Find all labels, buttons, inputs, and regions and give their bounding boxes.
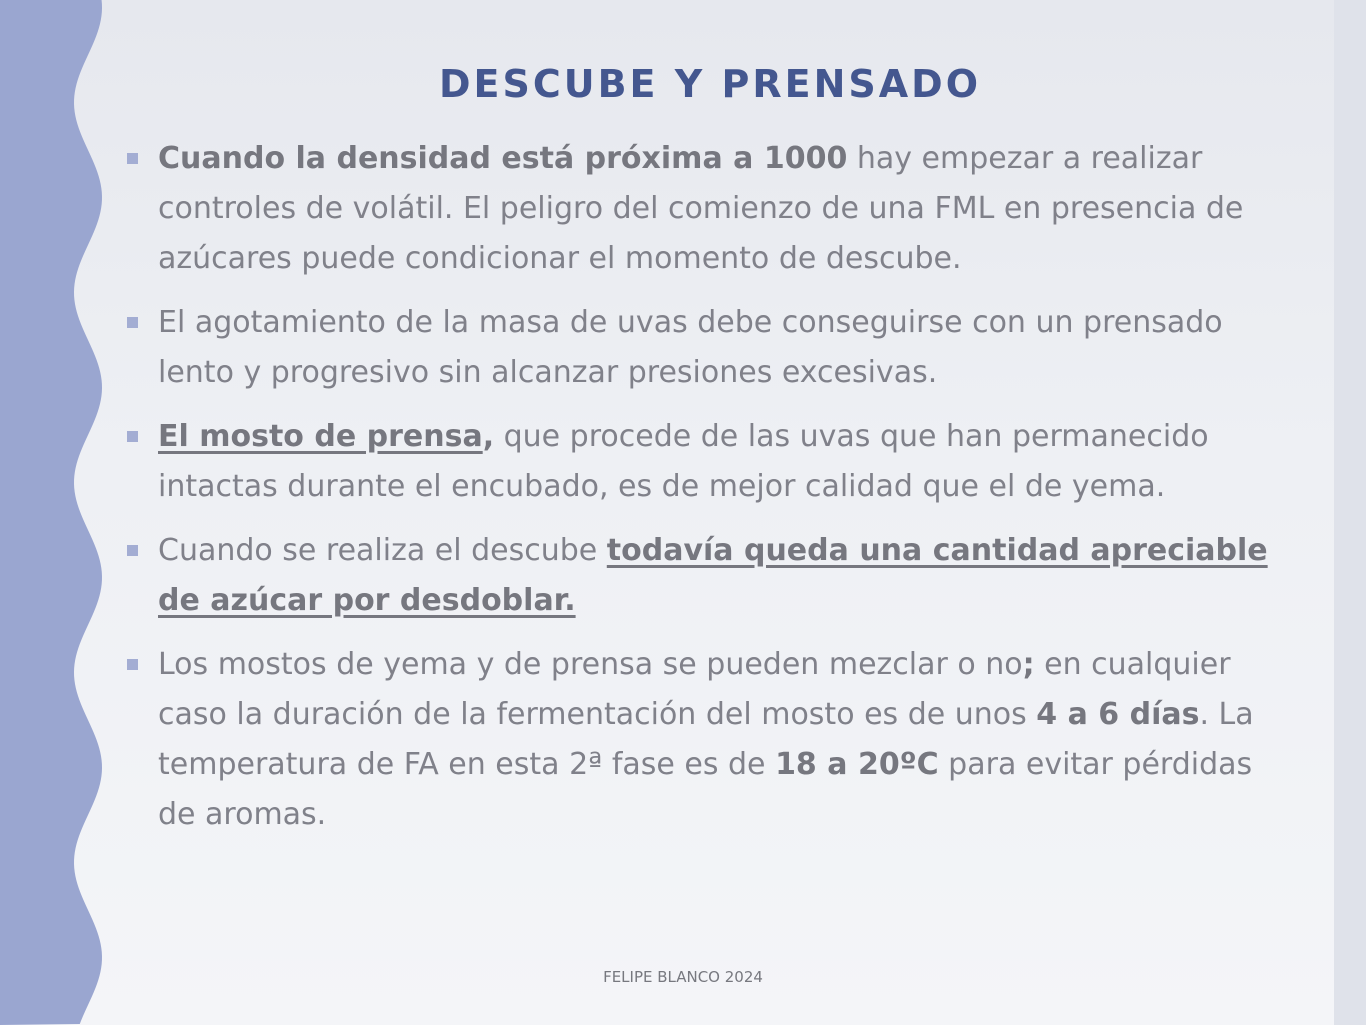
right-edge-band bbox=[1334, 0, 1366, 1025]
bullet-text: Cuando se realiza el descube bbox=[158, 533, 607, 568]
bullet-text-bold: ; bbox=[1022, 647, 1035, 682]
bullet-list bbox=[120, 134, 1290, 854]
bullet-item-press-must bbox=[120, 412, 1290, 512]
square-bullet-icon bbox=[127, 431, 138, 442]
bullet-text-bold: , bbox=[482, 419, 495, 454]
bullet-text: que procede de las uvas que han permanecido intactas durante el encubado, es de mejor calidad que el de yema. bbox=[158, 419, 1209, 504]
square-bullet-icon bbox=[127, 545, 138, 556]
slide-footer: FELIPE BLANCO 2024 bbox=[603, 968, 763, 986]
bullet-text-bold-underlined: El mosto de prensa bbox=[158, 419, 483, 454]
bullet-text: Los mostos de yema y de prensa se pueden mezclar o no bbox=[158, 647, 1023, 682]
square-bullet-icon bbox=[127, 153, 138, 164]
bullet-item-residual-sugar bbox=[120, 526, 1290, 626]
wavy-side-band bbox=[0, 0, 110, 1025]
square-bullet-icon bbox=[127, 317, 138, 328]
bullet-text: . La temperatura de FA en esta 2ª fase es de bbox=[158, 697, 1254, 782]
bullet-item-pressing bbox=[120, 298, 1290, 398]
bullet-text: en cualquier caso la duración de la fermentación del mosto es de unos bbox=[158, 647, 1231, 732]
bullet-text-bold: 4 a 6 días bbox=[1036, 697, 1200, 732]
bullet-text-bold: 18 a 20ºC bbox=[775, 747, 939, 782]
bullet-text: El agotamiento de la masa de uvas debe conseguirse con un prensado lento y progresivo sin alcanzar presiones excesivas. bbox=[158, 305, 1223, 390]
bullet-text: para evitar pérdidas de aromas. bbox=[158, 747, 1253, 832]
bullet-text: hay empezar a realizar controles de volátil. El peligro del comienzo de una FML en presencia de azúcares puede condicionar el momento de descube. bbox=[158, 141, 1244, 276]
bullet-item-blending bbox=[120, 640, 1290, 840]
slide-title: DESCUBE Y PRENSADO bbox=[438, 62, 981, 106]
square-bullet-icon bbox=[127, 659, 138, 670]
bullet-item-density bbox=[120, 134, 1290, 284]
bullet-text-bold: Cuando la densidad está próxima a 1000 bbox=[158, 141, 848, 176]
bullet-text-bold-underlined: todavía queda una cantidad apreciable de azúcar por desdoblar. bbox=[158, 533, 1268, 618]
